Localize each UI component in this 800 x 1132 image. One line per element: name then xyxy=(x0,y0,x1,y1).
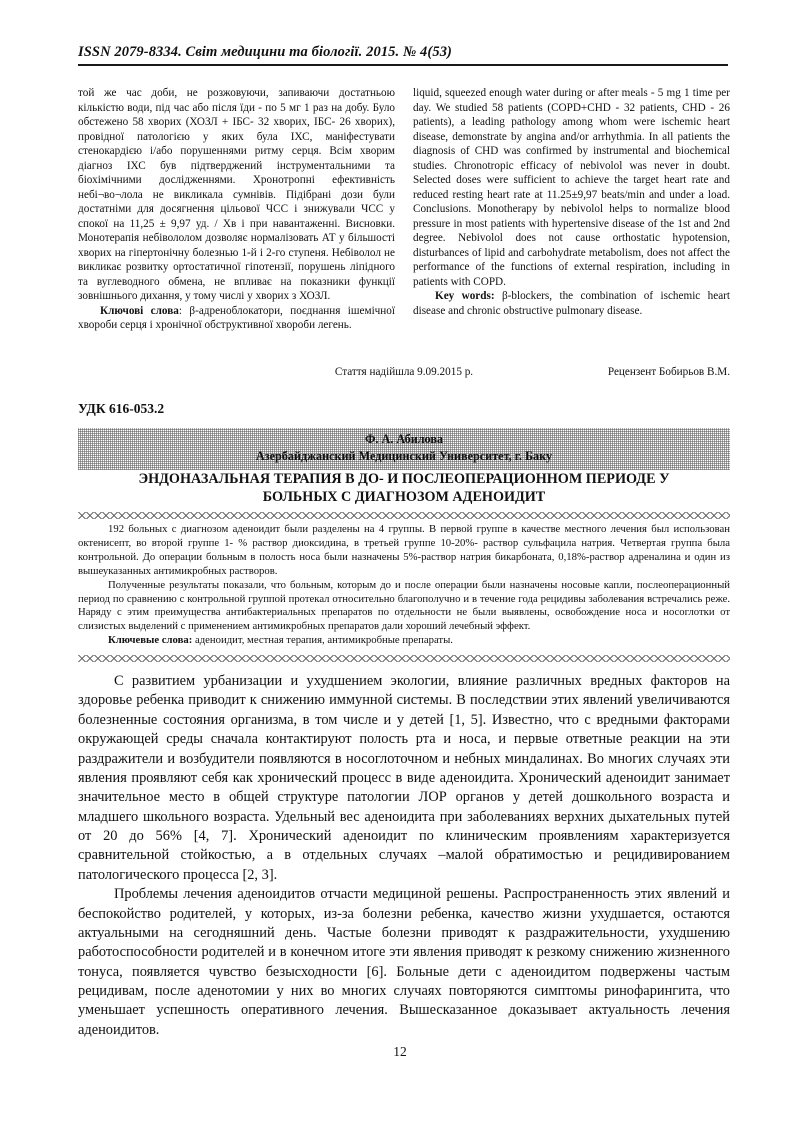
reviewer-name: Рецензент Бобирьов В.М. xyxy=(607,366,730,378)
author-affiliation: Азербайджанский Медицинский Университет, г. Баку xyxy=(255,449,553,464)
abstract-ukrainian-body: той же час доби, не розжовуючи, запиваючи достатньою кількістю води, під час або після їди - по 5 мг 1 раз на добу. Було обстежено 58 хворих (ХОЗЛ + ІБС- 32 хворих, ІБС- 26 хворих), провідної патологією у яких була ІХС, маніфестувати стенокардією і/або порушеннями ритму серця. Всім хворим діагноз ІХС був підтверджений інструментальними та біохімічними дослідженнями. Хронотропні ефективність небі¬во¬лола не викликала сумнівів. Підібрані дози були достатніми для досягнення цільової ЧСС і знижували ЧСС у спокої на 11,25 ± 9,97 уд. / Хв і при навантаженні. Висновки. Монотерапія небівололом дозволяє нормалізовать АТ у більшості хворих на гіпертонічну болезнью 1-й і 2-го ступеня. Небіволол не викликає розвитку ортостатичної гіпотензії, порушень ліпідного та вуглеводного обмена, не впливає на показники функції зовнішнього дихання, у тому числі у хворих з ХОЗЛ. xyxy=(78,87,395,302)
keywords-label-ukrainian: Ключові слова xyxy=(100,304,179,317)
running-head-rule xyxy=(78,64,728,66)
russian-abstract xyxy=(78,523,730,648)
keywords-text-ukrainian: : β-адреноблокатори, поєднання ішемічної хвороби серця і хронічної обструктивної хвороби легень. xyxy=(78,304,395,331)
russian-abstract-keywords xyxy=(78,634,730,648)
keywords-label-english: Key words: xyxy=(435,290,495,302)
body-paragraph-2: Проблемы лечения аденоидитов отчасти медициной решены. Распространенность этих явлений и беспокойство родителей, у которых, из-за болезни ребенка, качество жизни ухудшается, остаются актуальными на сегодняшний день. Частые болезни приводят к раздражительности, ухудшению работоспособности родителей и в конечном итоге эти явления приводят к резкому снижению жизненного тонуса, появляется чувство безысходности [6]. Больные дети с аденоидитом подвержены частым рецидивам, после аденотомии у них во многих случаях повторяются симптомы ринофарингита, что уменьшает успешность оперативного лечения. Вышесказанное доказывает актуальность лечения аденоидитов. xyxy=(78,886,730,1038)
running-head-text: ISSN 2079-8334. Світ медицини та біології. 2015. № 4(53) xyxy=(78,44,452,60)
zigzag-separator-top xyxy=(78,512,730,519)
article-title-line-1: ЭНДОНАЗАЛЬНАЯ ТЕРАПИЯ В ДО- И ПОСЛЕОПЕРАЦИОННОМ ПЕРИОДЕ У xyxy=(138,471,670,487)
author-banner xyxy=(78,428,730,470)
abstract-column-english xyxy=(413,86,730,333)
keywords-label-russian: Ключевые слова: xyxy=(108,634,193,647)
udc-code: УДК 616-053.2 xyxy=(78,401,165,416)
article-body xyxy=(78,672,730,1040)
keywords-text-russian: аденоидит, местная терапия, антимикробные препараты. xyxy=(192,634,453,647)
author-name: Ф. А. Абилова xyxy=(364,432,444,446)
abstract-ukrainian-keywords xyxy=(78,304,395,333)
abstract-columns xyxy=(78,86,730,333)
article-title xyxy=(78,470,730,506)
abstract-column-ukrainian xyxy=(78,86,395,333)
page-number: 12 xyxy=(393,1044,407,1059)
body-paragraph-1: С развитием урбанизации и ухудшением экологии, влияние различных вредных факторов на здоровье ребенка приводит к снижению иммунной системы. В последствии этих явлений увеличиваются болезненные состояния организма, в том числе и у детей [1, 5]. Известно, что с вредными факторами окружающей среды сначала контактируют полость рта и носа, и первые ответные реакции на эти раздражители и возбудители появляются в носоглоточном и небных миндалинах. Во многих случаях эти явления проявляют себя как хронический процесс в виде аденоидита. Хронический аденоидит занимает значительное место в общей структуре патологии ЛОР органов у детей дошкольного возраста и младшего школьного возраста. Удельный вес аденоидита при заболеваниях верхних дыхательных путей от 20 до 56% [4, 7]. Хронический аденоидит по клиническим проявлениям характеризуется сравнительной стойкостью, а в отдельных случаях –малой обратимостью и рецидивированием патологического процесса [2, 3]. xyxy=(78,673,730,883)
article-title-line-2: БОЛЬНЫХ С ДИАГНОЗОМ АДЕНОИДИТ xyxy=(262,489,546,506)
keywords-text-english: β-blockers, the combination of ischemic heart disease and chronic obstructive pulmonary disease. xyxy=(413,290,731,317)
running-head xyxy=(78,44,728,66)
russian-abstract-paragraph-1: 192 больных с диагнозом аденоидит были разделены на 4 группы. В первой группе в качестве местного лечения был использован октенисепт, во второй группе 1- % раствор диоксидина, в третьей группе 10-20%- раствор сульфацила натрия. Четвертая группа была контрольной. До операции больным в полость носа были назначены 5%-раствор натрия бикарбоната, 0,18%-раствор адреналина и один из вышеуказанных антимикробных растворов. xyxy=(78,523,730,577)
russian-abstract-paragraph-2: Полученные результаты показали, что больным, которым до и после операции были назначены носовые капли, послеоперационный период по сравнению с контрольной группой протекал относительно благополучно и в течение года рецидивы заболевания встречались реже. Наряду с этим преимущества антибактериальных препаратов по отдельности не были выявлены, освобождение носа и носоглотки от слизистых выделений с применением антимикробных препаратов дали хороший лечебный эффект. xyxy=(78,578,730,633)
zigzag-separator-bottom xyxy=(78,655,730,662)
abstract-english-keywords xyxy=(413,289,730,318)
submission-date: Стаття надійшла 9.09.2015 р. xyxy=(334,366,474,378)
abstract-english-body: liquid, squeezed enough water during or after meals - 5 mg 1 time per day. We studied 58 patients (COPD+CHD - 32 patients, CHD - 26 patients), a leading pathology among whom were ischemic heart disease, demonstrate by angina and/or arrhythmia. In all patients the diagnosis of CHD was confirmed by instrumental and biochemical studies. Chronotropic efficacy of nebivolol was never in doubt. Selected doses were sufficient to achieve the target heart rate and reduced resting heart rate at 11.25±9,97 beats/min and under a load. Conclusions. Monotherapy by nebivolol helps to normalize blood pressure in most patients with hypertensive disease of the 1st and 2nd degree. Nebivolol does not cause orthostatic hypotension, disturbances of lipid and carbohydrate metabolism, does not affect the performance of the functions of external respiration, including in patients with COPD. xyxy=(413,87,730,288)
